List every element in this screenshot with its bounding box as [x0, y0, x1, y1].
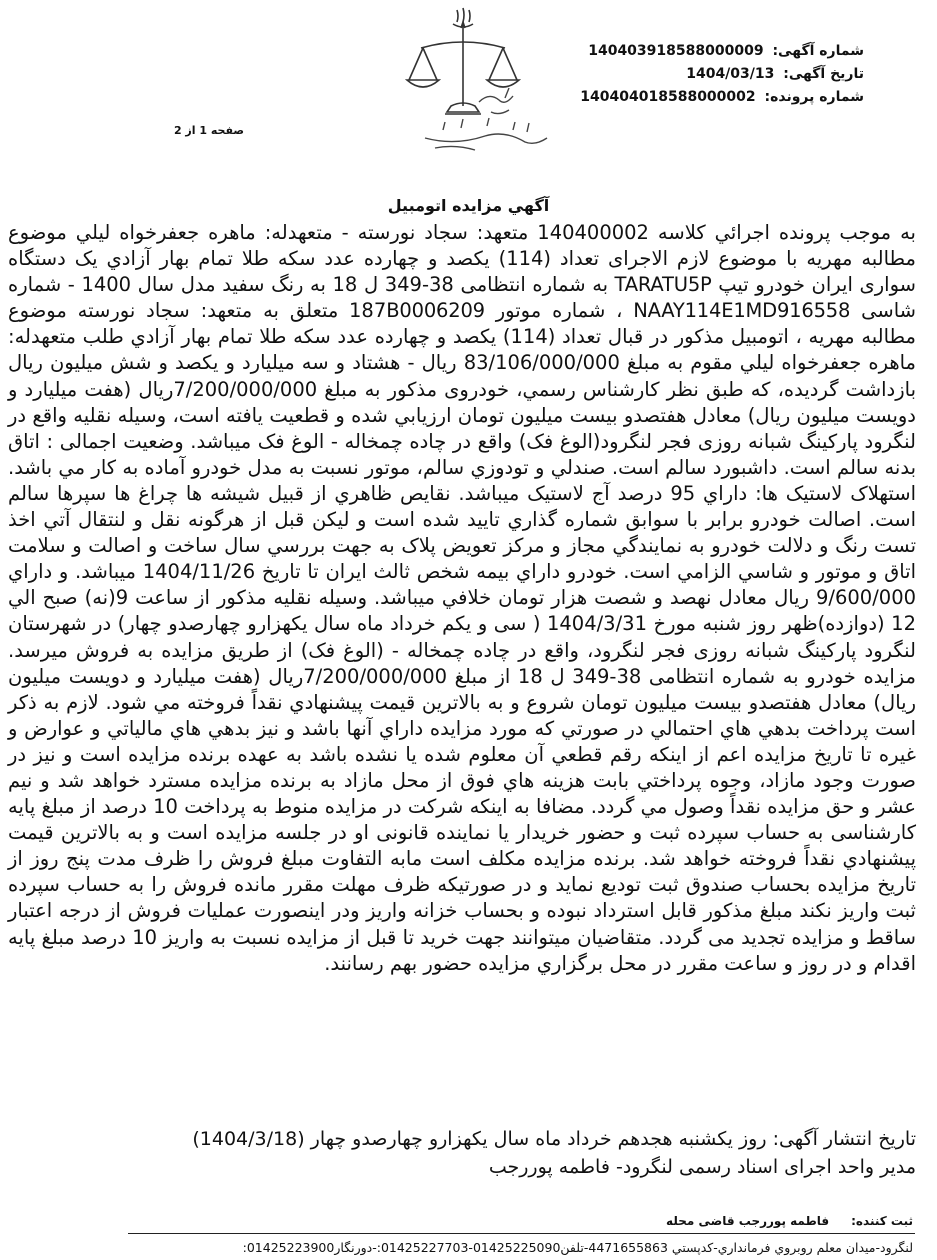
- registrar-label: ثبت کننده:: [851, 1214, 913, 1228]
- judiciary-emblem: [395, 2, 560, 162]
- ad-number-row: [564, 40, 864, 63]
- page-number: صفحه 1 از 2: [173, 124, 244, 137]
- ad-number-label: شماره آگهی:: [772, 43, 864, 59]
- case-number: 140404018588000002: [580, 89, 756, 105]
- case-number-label: شماره پرونده:: [764, 89, 864, 105]
- registrar-name: فاطمه پوررجب قاضی محله: [666, 1214, 830, 1228]
- ad-date: 1404/03/13: [686, 66, 775, 82]
- header-meta: [564, 40, 864, 109]
- ad-date-label: تاریخ آگهی:: [783, 66, 864, 82]
- signature-line: مدير واحد اجرای اسناد رسمی لنگرود- فاطمه پوررجب: [488, 1156, 916, 1178]
- case-number-row: [564, 86, 864, 109]
- footer-contact: لنگرود-میدان معلم روبروي فرمانداري-کدپستي 4471655863-تلفن01425225090-01425227703:-دورنگار01425223900:: [242, 1240, 913, 1255]
- footer-divider: [128, 1233, 915, 1234]
- body-paragraph: به موجب پرونده اجرائي كلاسه 140400002 متعهد: سجاد نورسته - متعهدله: ماهره جعفرخواه ليلي موضوع مطالبه مهريه با موضوع لازم الاجراى تعداد (114) يكصد و چهارده عدد سكه طلا تمام بهار آزادي يک دستگاه سواری ایران خودرو تیپ TARATU5P به شماره انتظامی 38-349 ل 18 به رنگ سفيد مدل سال 1400 - شماره شاسی NAAY114E1MD916558 ، شماره موتور 187B0006209 متعلق به متعهد: سجاد نورسته موضوع مطالبه مهريه ، اتومبيل مذكور در قبال تعداد (114) يكصد و چهارده عدد سكه طلا تمام بهار آزادي طلب متعهدله: ماهره جعفرخواه ليلي مقوم به مبلغ 83/106/000/000 ريال - هشتاد و سه ميليارد و يكصد و شش ميليون ريال بازداشت گرديده، كه طبق نظر كارشناس رسمي، خودروی مذكور به مبلغ 7/200/000/000ريال (هفت ميليارد و دويست ميليون ريال) معادل هفتصدو بیست میلیون تومان ارزيابي شده و قطعيت يافته است، وسيله نقليه واقع در لنگرود پاركينگ شبانه روزی فجر لنگرود(الوغ فک) واقع در چاده چمخاله - الوغ فک ميباشد. وضعيت اجمالی : اتاق بدنه سالم است. داشبورد سالم است. صندلي و تودوزي سالم، موتور نسبت به مدل خودرو آماده به كار مي باشد. استهلاک لاستيک ها: داراي 95 درصد آج لاستيک ميباشد. نقايص ظاهري از قبيل شيشه ها چراغ ها سپرها سالم است. اصالت خودرو برابر با سوابق شماره گذاري تاييد شده است و ليكن قبل از هرگونه نقل و لنتقال آتي اخذ تست رنگ و دلالت خودرو به نمايندگي مجاز و مركز تعويض پلاک به جهت بررسي سال ساخت و اصالت و سلامت اتاق و موتور و شاسي الزامي است. خودرو داراي بيمه شخص ثالث ايران تا تاريخ 1404/11/26 ميباشد. و داراي 9/600/000 ريال معادل نهصد و شصت هزار تومان خلافي ميباشد. وسيله نقليه مذكور از ساعت 9(نه) صبح الي 12 (دوازده)ظهر روز شنبه مورخ 1404/3/31 ( سی و يکم خرداد ماه سال يكهزارو چهارصدو چهار) در شهرستان لنگرود پاركينگ شبانه روزی فجر لنگرود، واقع در چاده چمخاله - (الوغ فک) از طريق مزايده به فروش ميرسد. مزايده خودرو به شماره انتظامی 38-349 ل 18 از مبلغ 7/200/000/000ريال (هفت ميليارد و دويست ميليون ريال) معادل هفتصدو بیست میلیون تومان شروع و به بالاترين قيمت پيشنهادي نقداً فروخته مي شود. لازم به ذكر است پرداخت بدهي هاي احتمالي در صورتي كه مورد مزايده داراي آنها باشد و نيز بدهي هاي مالياتي و عوارض و غيره تا تاريخ مزايده اعم از اينكه رقم قطعي آن معلوم شده يا نشده باشد به عهده برنده مزايده است و نيز در صورت وجود مازاد، وجوه پرداختي بابت هزينه هاي فوق از محل مازاد به برنده مزايده مسترد خواهد شد و نیم عشر و حق مزايده نقداً وصول مي گردد. مضافا به اينكه شرکت در مزایده منوط به پرداخت 10 درصد از مبلغ پایه کارشناسی به حساب سپرده ثبت و حضور خريدار يا نماينده قانونی او در جلسه مزايده است و به بالاترين قيمت پيشنهادي نقداً فروخته خواهد شد. برنده مزایده مکلف است مابه التفاوت مبلغ فروش را ظرف مدت پنج روز از تاریخ مزایده بحساب صندوق ثبت تودیع نماید و در صورتیکه ظرف مهلت مقرر مانده فروش را به حساب سپرده ثبت واریز نکند مبلغ مذکور قابل استرداد نبوده و بحساب خزانه واریز ودر اینصورت عملیات فروش از درجه اعتبار ساقط و مزایده تجدید می گردد. متقاضیان میتوانند جهت خريد تا قبل از مزایده نسبت به واریز 10 درصد مبلغ پایه اقدام و در روز و ساعت مقرر در محل برگزاري مزايده حضور بهم رسانند.: [8, 221, 917, 975]
- publish-block: [8, 1125, 916, 1181]
- ad-date-row: [564, 63, 864, 86]
- page-title: آگهي مزايده اتومبيل: [387, 196, 550, 215]
- scales-of-justice-emblem-icon: [395, 2, 560, 162]
- registrar-line: [8, 1214, 913, 1228]
- ad-number: 140403918588000009: [588, 43, 764, 59]
- auction-notice-body: [8, 220, 916, 977]
- publish-date-line: تاريخ انتشار آگهی: روز يکشنبه هجدهم خرداد ماه سال يكهزارو چهارصدو چهار (1404/3/18): [192, 1128, 916, 1150]
